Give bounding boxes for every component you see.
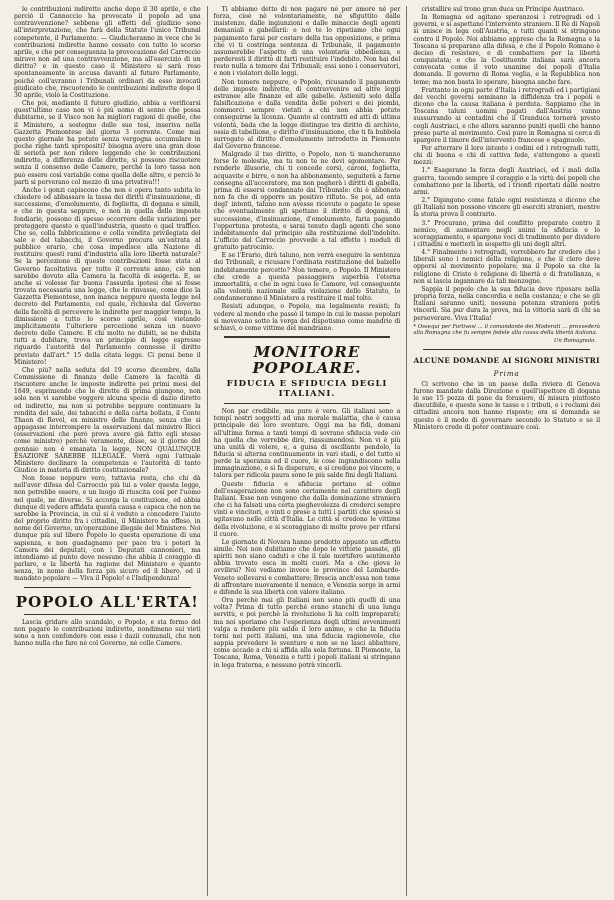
paragraph: Resisti adunque, o Popolo, ma legalmente resisti; fa vedere al mondo che passò il tempo in cui le masse popolari si movevano sotto la verga del dispotismo come mandrie di schiavi, o come vittime del mandriano. bbox=[213, 303, 401, 332]
paragraph: Sappia il popolo che la sua fiducia deve riposare nella propria forza, nella concordia e nella costanza; e che se gli Italiani saranno uniti, nessuna potenza straniera potrà vincerli. Sia pur dura la prova, ma la vittoria sarà di chi sa perseverare. Viva l'Italia! bbox=[413, 285, 601, 322]
paragraph: Non fosse neppure vero, tuttavia resta, che chi dà nell'aver difesa del Carroccio più lui a voler questa legge, non potrebbe essere, e un luogo di riuscita così per l'uomo nel quale, ne diverse. Si accorga la costituzione, ed abbia dunque di vedere affidata questa causa e capsca che non ne sarebbe la Provincia, in cui si è veduto a concedere l'aiuto del proprio diritto fra i cittadini, il Ministero ha offeso, in nome del Governo, un'operazione illegale del Ministero. Noi dunque più sul libero Popolo lo questa operazione di una sapienza, e non guadagnamo per pace tra i poteri la Camera dei deputati, con i Deputati cannonieri, ma intendiamo al punto dove nessuno che abbia il coraggio di parlare, e la libertà ha ragione del Ministero e quanto senza, in nome della forza più sicuro ed il libero, ed il mandato popolare — Viva il Popolo! e l'Indipendenza! bbox=[14, 475, 201, 583]
paragraph: cristallire sul trono gran duca un Principe Austriaco. bbox=[421, 6, 585, 13]
paragraph: Queste fiducia e sfiducia portano al colmo dell'esagerazione non sono certamente nel carattere degli Italiani. Esse non vengono che dalla dominazione straniera che ci ha falsati una certa pieghevolezza di crederci sempre vinti e vincitori, e vinti o prese a tutti i partiti che spesso si agitavano nelle città d'Italia. Le città si credono le vittime della rivoluzione, e si scoraggiano di molte prove per rifarsi il cuore. bbox=[213, 480, 401, 538]
subheadline-prima: Prima bbox=[493, 369, 520, 378]
paragraph: Ti abbiamo detto di non pagare nè per amore nè per forza, cioè nè volontariamente, nè sfiguttito dalle insistenze, dalle ingiunzioni e dalle minaccie degli agenti demaniali e gabellarii: e noi te lo ripetiamo che ogni pagamento farai per costare della tua opposizione, e prima che vi ti costringa sentenza di Tribunale, il pagamento assumerebbe l'aspetto di una volontaria obbedienza, e perderesti il diritto di farti restituire l'indebito. Non hai del resto nulla a temere dai Tribunali; essi sono i conservatori, e non i violatori delle leggi. bbox=[213, 6, 401, 78]
paragraph: Per atterrare il loro intento i codini ed i retrogradi tutti, chi di buona e chi di cattiva fede, s'attengono a questi mezzi: bbox=[413, 144, 601, 167]
headline-domande-ministri: ALCUNE DOMANDE AI SIGNORI MINISTRI bbox=[413, 355, 600, 365]
paragraph: In Romagna ed agitano speranzosi i retrogradi ed i governi, e si aspettano l'intervento straniero. Il Re di Napoli si unisce in lega coll'Austria, e tutti quanti si stringono contro il Popolo. Noi abbiamo appreso che la Romagna e la Toscana si preparano alla difesa, e che il Popolo Romano è deciso di resistere, e di combattere per la libertà conquistata; e che la Costituente italiana sarà ancora convocata come il voto unanime dei popoli d'Italia domanda. Il governo di Roma veglia, e la Repubblica non teme; ma non basta lo sperare, bisogna anche fare. bbox=[413, 14, 601, 86]
paragraph: Frattanto in ogni parte d'Italia i retrogradi ed i partigiani dei vecchi governi seminano la diffidenza tra i popoli e dicono che la causa italiana è perduta. Sappiamo che in Toscana taluni uomini pagati dall'Austria vanno sussurrando ai contadini che il Granduca tornerà presto cogli Austriaci, e che allora saranno puniti quelli che hanno preso parte al movimento. Così pure in Romagna si cerca di spargere il timore dell'intervento francese e spagnuolo. bbox=[413, 86, 601, 144]
paragraph: Non temere neppure, o Popolo, ricusando il pagamento delle imposte indirette, di contravvenire ad altre leggi estranee alle finanze ed alle gabelle. Astieniti solo dalla falsificazione e dalla vendita delle polveri e dei piombi, commerci sempre vietati a chi non abbia potuto conseguirne la licenza. Quanto al contratti ed atti di ultima volontà, bada che la legge distingue tra diritto di archivio, ossia di tabellione, e diritto d'insinuazione, che ti fa bubbola surrogato al diritto d'emolumento introdotto in Piemonte dal Governo francese. bbox=[213, 78, 401, 150]
paragraph: Anche i gonzi capiscono che non è opera tanto subita lo chiedere od abbassare la tassa dei diritti d'insinuazione, di successione, d'emolumento, di foglietta, di dogana e simili, e che in questa seppure, e non in quella delle imposte fondiarie, possono di spesso occorrere delle variazioni per proteggere questo o quell'industria, questo o quel traffico. Che se, colla fabbricazione e colla vendita privilegiata del sale e del tabacchi, il Governo procura un'entrata al pubblico erario, che cosa impedisce alla Nazione di restituire questi rami d'industria alla loro libertà naturale? Se la percezione di queste contribuzioni fosse stata al Governo facoltativa per tutto il corrente anno, ciò non sarebbe dovuto alla Camera la facoltà di esigerla. E, se anche si volesse far buona l'assurda ipotesi che si fosse trovata necessaria una legge, che le rinvasse, come dice la Gazzetta Piemontese, non manca neppure questa legge nel decreto del Parlamento, col quale, richiesta dal Governo della facoltà di percevere le indirette per maggior tempo, la dimissione a tutto lo scorso aprile, così vietando implicitamente l'ulteriore percezione senza un nuovo decreto delle Camere. E chi molto ne dubiti, se ne dubita tutti a dubitare, trova un principio di legge espresso riguardo l'autorità del Parlamento connesse il diritto previsto dall'art.° 15 della citata legge. Ci pensi bene il Ministero! bbox=[14, 186, 201, 366]
paragraph: Ora perchè mai gli Italiani non sono più quelli di una volta? Prima di tutto perchè erano stanchi di una lunga servitù, e poi perchè la rivoluzione li ha colti impreparati; ma noi speriamo che l'esperienza degli ultimi avvenimenti valga a rendere più saldo il loro animo, e che la fiducia torni nei petti italiani, ma una fiducia ragionevole, che sappia prevedere le sventure e non se ne lasci abbattere, come accade a chi si affida alla sola fortuna. Il Piemonte, la Toscana, Roma, Venezia e tutti i popoli italiani si stringano in lega fraterna, e nessuno potrà vincerli. bbox=[213, 597, 401, 669]
list-item: 1.° Esagerano la forza degli Austriaci, ed i mali della guerra, tacendo sempre il coraggio e la virtù dei popoli che combattono per la libertà, ed i trionfi riportati dalle nostre armi. bbox=[413, 167, 601, 196]
headline-popolo-allerta: POPOLO ALL'ERTA! bbox=[15, 592, 199, 611]
headline-monitore-popolare: MONITORE POPOLARE. bbox=[252, 343, 362, 378]
column-1 bbox=[8, 6, 207, 896]
list-item: 3.° Procurano, prima del conflitto preparato contro il nemico, di aumentare negli animi la sfiducia e lo scoraggiamento, e spargono voci di tradimento per dividere i cittadini e metterli in sospetto gli uni degli altri. bbox=[413, 219, 601, 248]
divider bbox=[224, 403, 391, 404]
paragraph: Malgrado il tuo diritto, o Popolo, non ti mancheranno forse le molestie, ma tu non te ne devi sgomentare. Per renderle illusorie, chi ti concede corsi, caroni, foglietta, acquavite e birre, o non ha abbonamento, seguiterà a farne consegna all'acceratore, ma non pagherà i diritti di gabella, prima di essersi condannato dai Tribunale: chi è abbonato non fa che di opporre un positivo rifiuto. Se poi, ad onta degl' intenti, taluno non avesse ricevuto o pagato le spese che eventualmente gli spettano il diritto di dogana, di successione, d'insinuazione, d'emolumento, faria pagando l'opportuna protesta, e sarai tenuto dagli agenti che sono indebitamente dal principio alla restituzione dell'indebito. L'ufficio del Carroccio provvede a tal effetto i moduli di gratuito patrocinio. bbox=[213, 151, 401, 252]
paragraph: Che più? nella seduta del 19 scorso dicembre, dalla Commissione di finanza delle Camere la facoltà di riscuotere anche le imposte indirette pei primi mesi del 1849, esprimendo che le dirette di prima giungono, non solo non vi sarebbe veggere alcuna specie di dazio diretto od indiretto, ma non si potrebbe neppure continuare la rendita del sale, dei tabacchi e della carta bollata, il Conte Thaon di Revel, ex ministro delle finanze, senza che si appagasse interrompere la osservazioni dal ministro Ricci (osservazioni che però prova avere già fatto egli stesso come ministro) perchè veramente, disse, se il giorno del gennaio non è emanata la legge, NON QUALUNQUE ESAZIONE SAREBBE ILLEGALE. Vorrà ogni l'attuale Ministero declinare la competenza e l'autorità di tanto Giudice in materia di diritto costituzionale? bbox=[14, 366, 201, 474]
column-3 bbox=[406, 6, 606, 896]
divider bbox=[224, 336, 391, 338]
paragraph: E se l'Erario, dirà taluno, non verrà eseguire la sentenza dei Tribunali, e ricusare l'ordinata restituzione del balzello indebitamente percetto? Non temere, o Popolo. Il Ministero che crede a questa passaggiera superbia l'eterna immortalità, e che in ogni caso le Camere, vel conseguente alla volontà nazionale sulla violazione dello Statuto, lo condanneranno il Ministero a restituire il mal tolto. bbox=[213, 252, 401, 303]
signature: Un Romagnolo. bbox=[553, 338, 597, 345]
divider bbox=[423, 349, 590, 350]
divider bbox=[24, 614, 191, 615]
paragraph: Le giornate di Novara hanno prodotto appunto un effetto simile. Noi non dubitiamo che dopo le vittorie passate, gli spiriti non siano caduti e che il tale mortifero sentimento abbia trovato esca in molti cuori. Ma a che giova lo avvilirsi? Noi vediamo invece le province del Lombardo-Veneto sollevarsi e combattere; Brescia anch'essa non teme di affrontare nuovamente il nemico, e Venezia sorge in armi e difende la sua libertà con valore italiano. bbox=[213, 538, 401, 596]
footnote: * Ossequi per Forlivesi ... il comandante dei Moderati ... provvederà alla Romagna che fu sempre fedele alla causa della libertà italiana. bbox=[413, 323, 601, 337]
divider bbox=[24, 587, 191, 588]
list-item: 2.° Dipingono come fatale ogni resistenza e dicono che gli Italiani non possono vincere gli eserciti stranieri, mentre la storia prova il contrario. bbox=[413, 197, 601, 219]
paragraph: Lascia gridare allo scandalo, o Popolo, e sta fermo del non pagare le contribuzioni indirette, nondimeno sui vieti sono a non confondere con esse i dazii comunali, che non hanno nulla che fare nè col Governo, nè colle Camere. bbox=[14, 618, 201, 647]
subheadline-fiducia: FIDUCIA E SFIDUCIA DEGLI ITALIANI. bbox=[226, 379, 388, 400]
paragraph: le contribuzioni indirette anche dopo il 30 aprile, e che perciò il Cannoccio ha provocato il popolo ad una contravvenzione? sebbene gli effetti del giudizio sono all'interpretazione, che farà della Statuto l'unico Tribunal competente, il Parlamento. — Giudicheranno in vece che le contribuzioni indirette hanno cessato con tutto lo scorso aprile, e che per conseguenza la provocazione del Carroccio miravo non ad una contravvenzione, ma all'esercizio di un diritto? e in questo caso il Ministero si sarà reso spontaneamente in accusa davanti al futuro Parlamento, poiché coll'avranno i Tribunali ordinari da esso invocati giudicato che, riscuotendo le contribuzioni indirette dopo il 30 aprile, violò la Costituzione. bbox=[14, 6, 201, 99]
list-item: 4.° Finalmente i retrogradi, vorrebbero far credere che i liberali sono i nemici della religione, e che il clero deve opporsi al movimento popolare; ma il Popolo sa che la religione di Cristo è religione di libertà e di fratellanza, e non si lascia ingannare da tali menzogne. bbox=[413, 249, 601, 285]
paragraph: Ci scrivono che in un paese della riviera di Genova furono mandate dalla Direzione e quell'ispettore di dogana le sue 15 pezza di pane da forasiere, di misura piuttosto discutibile, e queste sono le tasse e i tributi, e i reclami dei cittadini ancora non hanno risposto; ora si domanda se questo è il modo di governare secondo lo Statuto e se il Ministero crede di poter continuare così. bbox=[413, 380, 601, 431]
column-2 bbox=[207, 6, 407, 896]
paragraph: Non par credibile, ma pure è vero. Gli italiani sono a tempi nostri soggetti ad una morale malattia, che è causa principale dei loro sventure. Oggi ma ha fidi, domani all'ultima forma a tanti tempi di sovrane sfiducia vede ciò ha quella che vorrebbe dire, riassumendosi. Non vi è più una unità di volere, e, a guisa di oscillante pendolo, la fiducia si alterna continuamente in vari stadi, e del tutto si perde la speranza ed il cuore, le cose ingrandiscono nella immaginazione, e si fa disperare, e si credono poi vincere, e talora per ridicola paura sono le più salde fini degli Italiani. bbox=[213, 408, 401, 480]
paragraph: Che poi, mediante il futuro giudizio, abbia a verificarsi quest'ultimo caso non vi è più uomo di senno che possa dubitarne, se il Visco non ha migliori ragioni di quelle, che il Ministero, a sostegno delle sue tesi, inseriva nella Gazzetta Piemontese del giorno 3 corrente. Come mai questo giornale ha potuto senza vergogna accumulare in poche righe tanti spropositi? bisogna avere una gran dose di serietà per non ridere leggendo che le contribuzioni indirette, a differenza delle dirette, si possono riscuotere senza il consenso delle Camere, perchè la loro tassa non può essere così variabile come quella delle altre, e perciò le parti si perverano col mezzo di una privativa!!! bbox=[14, 100, 201, 186]
